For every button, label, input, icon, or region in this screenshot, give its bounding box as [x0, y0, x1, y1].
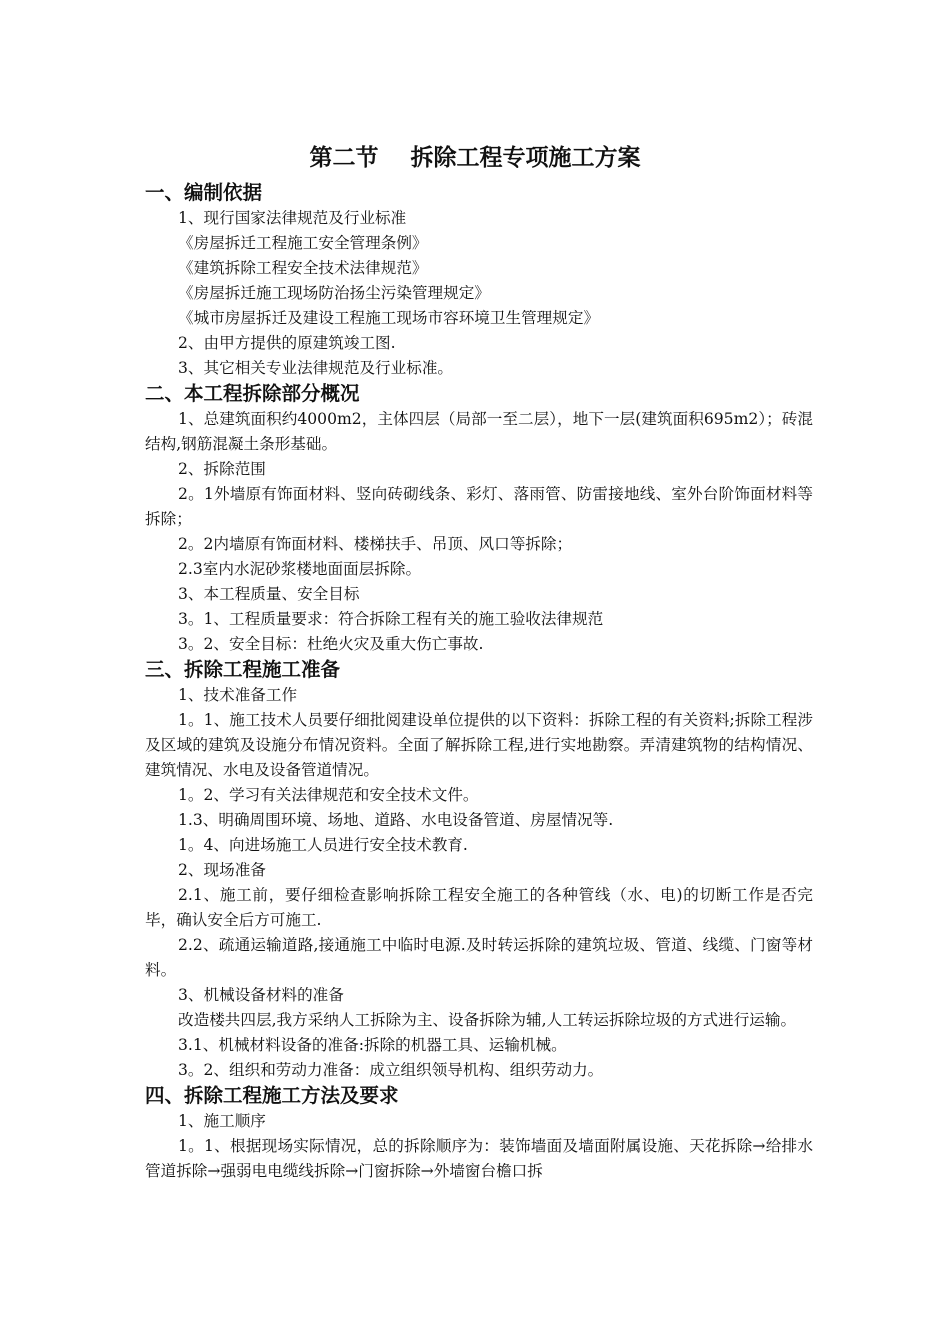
paragraph: 2.2、疏通运输道路,接通施工中临时电源.及时转运拆除的建筑垃圾、管道、线缆、门窗等材料。 — [145, 936, 813, 979]
paragraph: 3。2、组织和劳动力准备：成立组织领导机构、组织劳动力。 — [178, 1061, 604, 1079]
paragraph: 1、总建筑面积约4000m2，主体四层（局部一至二层），地下一层(建筑面积695m2）；砖混结构,钢筋混凝土条形基础。 — [145, 410, 813, 453]
paragraph: 2.1、施工前，要仔细检查影响拆除工程安全施工的各种管线（水、电)的切断工作是否完毕，确认安全后方可施工. — [145, 886, 813, 929]
paragraph: 《房屋拆迁工程施工安全管理条例》 — [178, 234, 428, 252]
paragraph: 3.1、机械材料设备的准备:拆除的机器工具、运输机械。 — [178, 1036, 567, 1054]
paragraph: 1、技术准备工作 — [178, 686, 298, 704]
paragraph: 2、拆除范围 — [178, 460, 266, 478]
paragraph: 3、其它相关专业法律规范及行业标准。 — [178, 359, 454, 377]
paragraph: 3、本工程质量、安全目标 — [178, 585, 360, 603]
paragraph: 1.3、明确周围环境、场地、道路、水电设备管道、房屋情况等. — [178, 811, 614, 829]
paragraph: 2。1外墙原有饰面材料、竖向砖砌线条、彩灯、落雨管、防雷接地线、室外台阶饰面材料等拆除； — [145, 485, 813, 528]
document-title: 第二节 拆除工程专项施工方案 — [309, 145, 641, 171]
section-heading: 一、编制依据 — [145, 181, 263, 204]
paragraph: 1、施工顺序 — [178, 1112, 266, 1130]
paragraph: 1。2、学习有关法律规范和安全技术文件。 — [178, 786, 479, 804]
section-heading: 四、拆除工程施工方法及要求 — [145, 1084, 399, 1107]
paragraph: 1。1、根据现场实际情况，总的拆除顺序为：装饰墙面及墙面附属设施、天花拆除→给排水管道拆除→强弱电电缆线拆除→门窗拆除→外墙窗台檐口拆 — [145, 1137, 813, 1180]
paragraph: 2.3室内水泥砂浆楼地面面层拆除。 — [178, 560, 422, 578]
paragraph: 2、由甲方提供的原建筑竣工图. — [178, 334, 396, 352]
paragraph: 《建筑拆除工程安全技术法律规范》 — [178, 259, 428, 277]
paragraph: 改造楼共四层,我方采纳人工拆除为主、设备拆除为辅,人工转运拆除垃圾的方式进行运输。 — [178, 1011, 797, 1029]
paragraph: 3。2、安全目标：杜绝火灾及重大伤亡事故. — [178, 635, 484, 653]
section-heading: 二、本工程拆除部分概况 — [145, 382, 360, 405]
paragraph: 1。4、向进场施工人员进行安全技术教育. — [178, 836, 468, 854]
paragraph: 2、现场准备 — [178, 861, 266, 879]
paragraph: 3。1、工程质量要求：符合拆除工程有关的施工验收法律规范 — [178, 610, 604, 628]
paragraph: 1。1、施工技术人员要仔细批阅建设单位提供的以下资料：拆除工程的有关资料;拆除工程涉及区域的建筑及设施分布情况资料。全面了解拆除工程,进行实地勘察。弄清建筑物的结构情况、建筑情况、水电及设备管道情况。 — [145, 711, 813, 779]
paragraph: 3、机械设备材料的准备 — [178, 986, 344, 1004]
document-body — [145, 180, 813, 1184]
paragraph: 2。2内墙原有饰面材料、楼梯扶手、吊顶、风口等拆除； — [178, 535, 573, 553]
paragraph: 《房屋拆迁施工现场防治扬尘污染管理规定》 — [178, 284, 490, 302]
paragraph: 《城市房屋拆迁及建设工程施工现场市容环境卫生管理规定》 — [178, 309, 600, 327]
paragraph: 1、现行国家法律规范及行业标准 — [178, 209, 407, 227]
section-heading: 三、拆除工程施工准备 — [145, 658, 341, 681]
